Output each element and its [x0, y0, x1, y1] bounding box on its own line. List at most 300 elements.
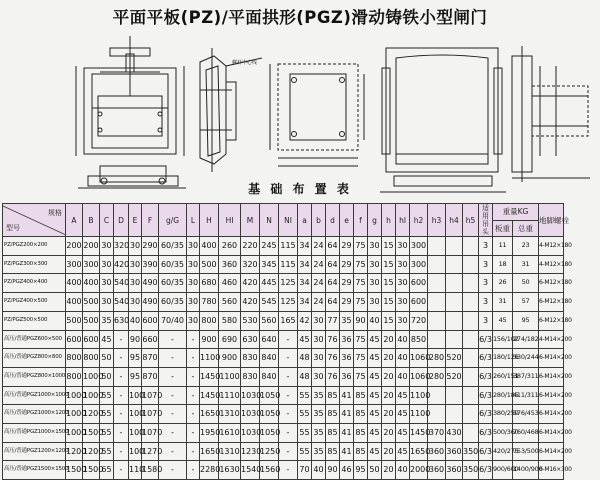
- table-cell: 95: [354, 461, 368, 480]
- table-cell: 100: [129, 442, 142, 461]
- table-cell: 20: [382, 442, 396, 461]
- table-cell: 30: [396, 237, 410, 256]
- table-cell: 60/35: [159, 293, 187, 312]
- table-cell: 800: [66, 349, 83, 368]
- table-cell: 29: [340, 293, 354, 312]
- table-cell: 1650: [200, 442, 219, 461]
- table-cell: 370: [428, 424, 446, 443]
- table-cell: -: [279, 367, 298, 386]
- table-cell: [463, 311, 479, 330]
- table-cell: 800: [83, 349, 100, 368]
- table-cell: 360: [428, 442, 446, 461]
- table-cell: 100: [129, 424, 142, 443]
- table-cell: 115: [279, 237, 298, 256]
- row-model: PZ/PGZ400×400: [3, 274, 66, 293]
- table-cell: 165: [279, 311, 298, 330]
- table-cell: 580: [219, 311, 241, 330]
- row-bolt: 6-M14×200: [539, 405, 564, 424]
- table-cell: [428, 311, 446, 330]
- row-plate-weight: 11: [493, 237, 513, 256]
- row-bolt: 6-M16×300: [539, 461, 564, 480]
- table-cell: 70/40: [159, 311, 187, 330]
- table-cell: 30: [396, 293, 410, 312]
- table-cell: [446, 237, 463, 256]
- table-cell: 870: [142, 367, 159, 386]
- col-header: D: [114, 204, 129, 237]
- row-plate-weight: 180/126: [493, 349, 513, 368]
- table-cell: [463, 424, 479, 443]
- table-cell: 85: [354, 386, 368, 405]
- table-cell: 350: [463, 461, 479, 480]
- table-cell: 45: [368, 367, 382, 386]
- table-cell: 85: [354, 405, 368, 424]
- row-model: PZ/PGZ200×200: [3, 237, 66, 256]
- table-cell: 1110: [219, 386, 241, 405]
- table-cell: 60/35: [159, 237, 187, 256]
- table-cell: 29: [340, 274, 354, 293]
- col-header: hl: [396, 204, 410, 237]
- table-cell: [428, 255, 446, 274]
- col-header-plate-weight: 板重: [493, 220, 513, 237]
- frame-view-drawing: [270, 64, 364, 166]
- table-cell: 1070: [142, 386, 159, 405]
- table-cell: 490: [142, 274, 159, 293]
- table-cell: 1630: [219, 461, 241, 480]
- table-cell: 40: [396, 330, 410, 349]
- table-cell: 1060: [410, 349, 428, 368]
- table-cell: 1310: [219, 442, 241, 461]
- table-cell: 630: [114, 311, 129, 330]
- table-cell: [446, 274, 463, 293]
- table-row: [3, 311, 599, 330]
- table-cell: 430: [446, 424, 463, 443]
- table-cell: 850: [410, 330, 428, 349]
- table-cell: 24: [312, 255, 326, 274]
- col-header: F: [142, 204, 159, 237]
- table-cell: -: [114, 349, 129, 368]
- row-total-weight: 411/311: [513, 386, 539, 405]
- table-cell: 85: [354, 424, 368, 443]
- col-header-weight: 重量KG: [493, 204, 539, 221]
- row-suitable: 6/3: [479, 424, 493, 443]
- table-cell: 110: [129, 461, 142, 480]
- table-cell: 45: [368, 424, 382, 443]
- table-row: [3, 274, 599, 293]
- table-cell: 900: [219, 349, 241, 368]
- col-header: b: [312, 204, 326, 237]
- table-cell: 41: [340, 442, 354, 461]
- col-header: NI: [279, 204, 298, 237]
- table-cell: 30: [368, 274, 382, 293]
- table-cell: 29: [340, 237, 354, 256]
- table-cell: 600: [83, 330, 100, 349]
- table-cell: 600: [410, 274, 428, 293]
- table-cell: 345: [260, 255, 279, 274]
- table-cell: 680: [200, 274, 219, 293]
- table-cell: 300: [66, 255, 83, 274]
- table-cell: 400: [66, 274, 83, 293]
- table-cell: 24: [312, 274, 326, 293]
- col-header: h: [382, 204, 396, 237]
- drawing-annotation: 螺杆中心线: [232, 60, 258, 66]
- table-cell: 55: [298, 442, 312, 461]
- table-cell: -: [187, 405, 200, 424]
- row-total-weight: 31: [513, 255, 539, 274]
- table-cell: 30: [187, 274, 200, 293]
- table-cell: 1200: [83, 442, 100, 461]
- row-model: 高压/普通PGZ1000×1500: [3, 424, 66, 443]
- row-model: 高压/普通PGZ1000×1000: [3, 386, 66, 405]
- row-total-weight: 1400/900: [513, 461, 539, 480]
- table-cell: 100: [129, 386, 142, 405]
- col-header: g/G: [159, 204, 187, 237]
- table-cell: 1610: [219, 424, 241, 443]
- table-cell: 260: [219, 237, 241, 256]
- table-cell: 1070: [142, 405, 159, 424]
- row-total-weight: 387/311: [513, 367, 539, 386]
- table-cell: -: [159, 461, 187, 480]
- table-cell: 41: [340, 386, 354, 405]
- table-cell: 800: [66, 367, 83, 386]
- table-cell: -: [114, 367, 129, 386]
- table-cell: -: [279, 330, 298, 349]
- table-cell: 520: [446, 367, 463, 386]
- row-plate-weight: 45: [493, 311, 513, 330]
- table-cell: -: [279, 442, 298, 461]
- table-cell: [446, 405, 463, 424]
- row-bolt: 6-M14×200: [539, 367, 564, 386]
- col-header: g: [368, 204, 382, 237]
- col-header: a: [298, 204, 312, 237]
- table-cell: 64: [326, 293, 340, 312]
- table-cell: 1540: [241, 461, 260, 480]
- row-total-weight: 330/244: [513, 349, 539, 368]
- table-cell: 1100: [410, 386, 428, 405]
- table-cell: 46: [340, 461, 354, 480]
- table-cell: 45: [396, 442, 410, 461]
- table-cell: 1450: [200, 386, 219, 405]
- table-cell: -: [187, 330, 200, 349]
- table-cell: 600: [410, 293, 428, 312]
- row-suitable: 3: [479, 274, 493, 293]
- table-cell: 500: [83, 293, 100, 312]
- table-cell: 460: [219, 274, 241, 293]
- table-cell: 1250: [260, 442, 279, 461]
- table-cell: 830: [241, 349, 260, 368]
- table-cell: 85: [326, 405, 340, 424]
- row-plate-weight: 26: [493, 274, 513, 293]
- table-cell: 1950: [200, 424, 219, 443]
- table-cell: 35: [312, 405, 326, 424]
- table-cell: 29: [340, 255, 354, 274]
- table-cell: 350: [463, 442, 479, 461]
- row-model: PZ/PGZ400×500: [3, 293, 66, 312]
- table-title: 基 础 布 置 表: [248, 182, 352, 196]
- table-cell: 600: [66, 330, 83, 349]
- table-cell: 30: [187, 311, 200, 330]
- row-model: 高压/普通PGZ1000×1200: [3, 405, 66, 424]
- table-cell: 45: [396, 386, 410, 405]
- table-cell: 75: [354, 255, 368, 274]
- table-cell: 30: [129, 274, 142, 293]
- table-cell: 2280: [200, 461, 219, 480]
- table-cell: 76: [326, 367, 340, 386]
- table-cell: 30: [396, 255, 410, 274]
- table-cell: 36: [340, 367, 354, 386]
- table-cell: 15: [382, 274, 396, 293]
- table-cell: 60/35: [159, 274, 187, 293]
- table-cell: -: [187, 349, 200, 368]
- table-cell: 1100: [410, 405, 428, 424]
- row-suitable: 6/3: [479, 442, 493, 461]
- table-cell: [428, 237, 446, 256]
- row-bolt: 6-M14×200: [539, 386, 564, 405]
- col-header: N: [260, 204, 279, 237]
- table-cell: 64: [326, 237, 340, 256]
- table-cell: 15: [382, 255, 396, 274]
- table-cell: [446, 386, 463, 405]
- table-cell: 280: [428, 349, 446, 368]
- table-cell: 40: [396, 349, 410, 368]
- table-cell: 24: [312, 293, 326, 312]
- row-suitable: 3: [479, 255, 493, 274]
- table-cell: 55: [298, 405, 312, 424]
- col-header: h3: [428, 204, 446, 237]
- table-cell: 45: [368, 442, 382, 461]
- table-cell: 50: [368, 461, 382, 480]
- table-cell: 95: [129, 367, 142, 386]
- col-header: L: [187, 204, 200, 237]
- table-cell: 320: [114, 237, 129, 256]
- table-cell: -: [187, 367, 200, 386]
- table-cell: [446, 293, 463, 312]
- col-header: h2: [410, 204, 428, 237]
- engineering-drawings: [0, 26, 600, 202]
- table-cell: 640: [260, 330, 279, 349]
- table-cell: 30: [187, 293, 200, 312]
- table-cell: 30: [396, 311, 410, 330]
- table-cell: 15: [382, 293, 396, 312]
- row-bolt: 6-M14×200: [539, 424, 564, 443]
- table-cell: 45: [368, 386, 382, 405]
- row-total-weight: 753/500: [513, 442, 539, 461]
- table-cell: 24: [312, 237, 326, 256]
- table-cell: 55: [298, 424, 312, 443]
- table-cell: 1030: [241, 424, 260, 443]
- table-cell: 20: [382, 461, 396, 480]
- table-cell: 1230: [241, 442, 260, 461]
- table-cell: 30: [187, 255, 200, 274]
- table-cell: 420: [241, 274, 260, 293]
- row-suitable: 6/3: [479, 386, 493, 405]
- row-total-weight: 95: [513, 311, 539, 330]
- table-cell: [446, 311, 463, 330]
- table-cell: 30: [312, 367, 326, 386]
- table-cell: 41: [340, 405, 354, 424]
- table-cell: [463, 330, 479, 349]
- table-cell: 540: [114, 293, 129, 312]
- table-cell: 45: [368, 405, 382, 424]
- table-cell: [428, 293, 446, 312]
- row-total-weight: 760/468: [513, 424, 539, 443]
- row-suitable: 6/3: [479, 330, 493, 349]
- table-cell: 1450: [410, 424, 428, 443]
- table-cell: 30: [100, 293, 114, 312]
- row-suitable: 6/3: [479, 367, 493, 386]
- table-cell: 30: [100, 255, 114, 274]
- table-cell: 540: [114, 274, 129, 293]
- table-cell: 75: [354, 367, 368, 386]
- table-cell: 1500: [66, 461, 83, 480]
- table-cell: 35: [312, 386, 326, 405]
- col-header: h5: [463, 204, 479, 237]
- table-cell: 45: [396, 405, 410, 424]
- front-view-drawing: [76, 36, 184, 156]
- table-row: [3, 330, 599, 349]
- row-model: 高压/普通PGZ800×800: [3, 349, 66, 368]
- table-cell: 85: [326, 424, 340, 443]
- table-cell: 1030: [241, 405, 260, 424]
- table-cell: 500: [66, 311, 83, 330]
- row-bolt: 4-M12×180: [539, 255, 564, 274]
- table-cell: 45: [298, 330, 312, 349]
- table-cell: 30: [368, 255, 382, 274]
- page-title: 平面平板(PZ)/平面拱形(PGZ)滑动铸铁小型闸门: [112, 8, 488, 27]
- col-header: A: [66, 204, 83, 237]
- table-cell: 1100: [200, 349, 219, 368]
- table-cell: 125: [279, 274, 298, 293]
- table-cell: 420: [114, 255, 129, 274]
- table-cell: -: [114, 442, 129, 461]
- table-cell: -: [114, 424, 129, 443]
- row-total-weight: 50: [513, 274, 539, 293]
- row-suitable: 3: [479, 237, 493, 256]
- table-cell: -: [114, 461, 129, 480]
- col-header: M: [241, 204, 260, 237]
- table-cell: -: [187, 461, 200, 480]
- table-cell: -: [159, 405, 187, 424]
- col-header-suitable: 适用吊头: [479, 204, 493, 237]
- table-cell: 85: [326, 386, 340, 405]
- table-cell: 41: [340, 424, 354, 443]
- table-cell: 1000: [83, 367, 100, 386]
- col-header-bolt: 地脚螺栓: [539, 204, 564, 237]
- table-cell: 34: [298, 255, 312, 274]
- table-cell: 245: [260, 237, 279, 256]
- row-plate-weight: 420/275: [493, 442, 513, 461]
- table-cell: 35: [312, 424, 326, 443]
- table-cell: 290: [142, 237, 159, 256]
- table-cell: 520: [446, 349, 463, 368]
- table-cell: 690: [219, 330, 241, 349]
- table-cell: 300: [410, 237, 428, 256]
- table-cell: 40: [368, 311, 382, 330]
- table-cell: 70: [298, 461, 312, 480]
- table-cell: 50: [100, 349, 114, 368]
- col-header: f: [354, 204, 368, 237]
- table-row: [3, 442, 599, 461]
- table-cell: 64: [326, 274, 340, 293]
- table-cell: 280: [428, 367, 446, 386]
- table-cell: 360: [428, 461, 446, 480]
- table-cell: 55: [100, 424, 114, 443]
- table-cell: 560: [219, 293, 241, 312]
- table-cell: -: [114, 330, 129, 349]
- table-cell: 30: [368, 237, 382, 256]
- table-cell: 840: [260, 367, 279, 386]
- row-plate-weight: 156/102: [493, 330, 513, 349]
- table-cell: 360: [446, 442, 463, 461]
- table-cell: 35: [100, 311, 114, 330]
- table-row: [3, 386, 599, 405]
- table-cell: 20: [382, 330, 396, 349]
- corner-model-label: 型号: [6, 223, 20, 232]
- table-cell: [463, 237, 479, 256]
- table-row: [3, 349, 599, 368]
- corner-header: [3, 204, 66, 237]
- table-cell: 1070: [142, 424, 159, 443]
- table-cell: 600: [142, 311, 159, 330]
- table-cell: 20: [382, 405, 396, 424]
- table-cell: 830: [241, 367, 260, 386]
- table-cell: 45: [368, 330, 382, 349]
- table-cell: -: [159, 330, 187, 349]
- table-cell: [463, 293, 479, 312]
- table-cell: -: [159, 424, 187, 443]
- table-cell: 1030: [241, 386, 260, 405]
- table-row: [3, 461, 599, 480]
- table-cell: 34: [298, 293, 312, 312]
- table-cell: 75: [354, 293, 368, 312]
- table-row: [3, 405, 599, 424]
- table-cell: -: [114, 405, 129, 424]
- table-cell: [428, 405, 446, 424]
- table-cell: 300: [83, 255, 100, 274]
- table-cell: -: [159, 367, 187, 386]
- row-plate-weight: 31: [493, 293, 513, 312]
- table-cell: [428, 274, 446, 293]
- row-model: PZ/PGZ500×500: [3, 311, 66, 330]
- table-cell: 36: [340, 330, 354, 349]
- table-cell: 30: [129, 293, 142, 312]
- row-model: 高压/普通PGZ1500×1500: [3, 461, 66, 480]
- table-cell: 48: [298, 367, 312, 386]
- table-cell: 530: [241, 311, 260, 330]
- table-cell: 300: [410, 255, 428, 274]
- table-cell: 30: [100, 274, 114, 293]
- right-side-drawing: [512, 46, 590, 182]
- col-header: HI: [219, 204, 241, 237]
- table-cell: [463, 274, 479, 293]
- table-cell: 720: [410, 311, 428, 330]
- table-cell: -: [279, 424, 298, 443]
- table-cell: -: [279, 461, 298, 480]
- table-cell: 400: [200, 237, 219, 256]
- table-cell: -: [279, 386, 298, 405]
- table-cell: -: [187, 386, 200, 405]
- table-cell: 125: [279, 293, 298, 312]
- table-cell: 30: [100, 237, 114, 256]
- row-bolt: 6-M12×180: [539, 293, 564, 312]
- table-cell: 40: [396, 367, 410, 386]
- table-cell: 1000: [66, 405, 83, 424]
- table-cell: [463, 349, 479, 368]
- table-row: [3, 424, 599, 443]
- table-cell: 20: [382, 367, 396, 386]
- table-cell: -: [159, 349, 187, 368]
- table-cell: 900: [200, 330, 219, 349]
- table-cell: [446, 255, 463, 274]
